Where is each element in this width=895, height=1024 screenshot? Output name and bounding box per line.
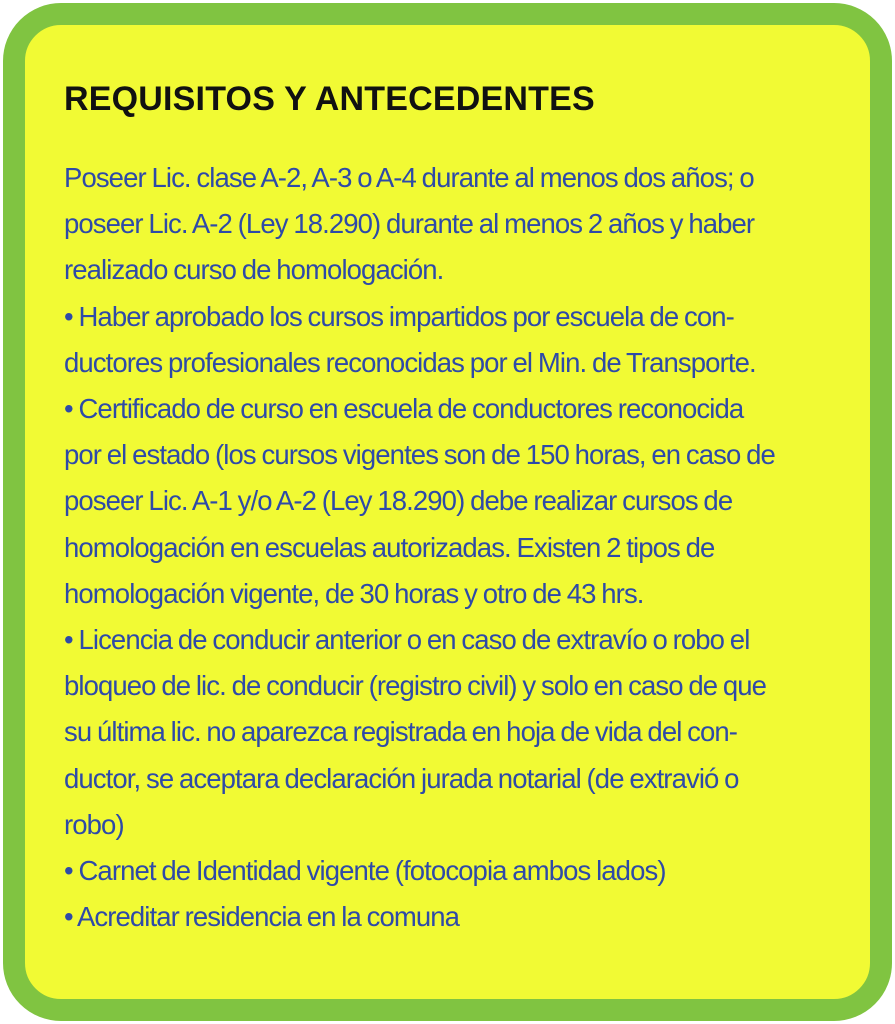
- text-line: realizado curso de homologación.: [64, 254, 444, 286]
- text-line: • Carnet de Identidad vigente (fotocopia ambos lados): [64, 855, 666, 887]
- text-line: • Haber aprobado los cursos impartidos por escuela de con-: [64, 300, 734, 332]
- requirement-item-residence: [64, 894, 864, 940]
- text-line: poseer Lic. A-1 y/o A-2 (Ley 18.290) debe realizar cursos de: [64, 485, 733, 517]
- text-line: ductor, se aceptara declaración jurada notarial (de extravió o: [64, 762, 739, 794]
- requirement-item-previous-license: [64, 617, 864, 848]
- requirement-item-id-card: [64, 848, 864, 894]
- text-line: robo): [64, 808, 124, 840]
- card-title: REQUISITOS Y ANTECEDENTES: [64, 80, 595, 118]
- text-line: bloqueo de lic. de conducir (registro civil) y solo en caso de que: [64, 670, 767, 702]
- text-line: homologación en escuelas autorizadas. Existen 2 tipos de: [64, 531, 715, 563]
- text-line: homologación vigente, de 30 horas y otro de 43 hrs.: [64, 577, 644, 609]
- requirement-paragraph-license: [64, 155, 864, 294]
- text-line: ductores profesionales reconocidas por el Min. de Transporte.: [64, 346, 756, 378]
- text-line: • Certificado de curso en escuela de conductores reconocida: [64, 393, 744, 425]
- text-line: • Licencia de conducir anterior o en caso de extravío o robo el: [64, 624, 750, 656]
- text-line: Poseer Lic. clase A-2, A-3 o A-4 durante al menos dos años; o: [64, 162, 754, 193]
- requirement-item-courses: [64, 294, 864, 386]
- text-line: por el estado (los cursos vigentes son de 150 horas, en caso de: [64, 439, 775, 471]
- requirements-text: [64, 155, 864, 940]
- text-line: poseer Lic. A-2 (Ley 18.290) durante al menos 2 años y haber: [64, 208, 755, 240]
- text-line: su última lic. no aparezca registrada en hoja de vida del con-: [64, 716, 738, 748]
- requirements-card: [3, 3, 892, 1021]
- text-line: • Acreditar residencia en la comuna: [64, 901, 460, 933]
- requirement-item-certificate: [64, 386, 864, 617]
